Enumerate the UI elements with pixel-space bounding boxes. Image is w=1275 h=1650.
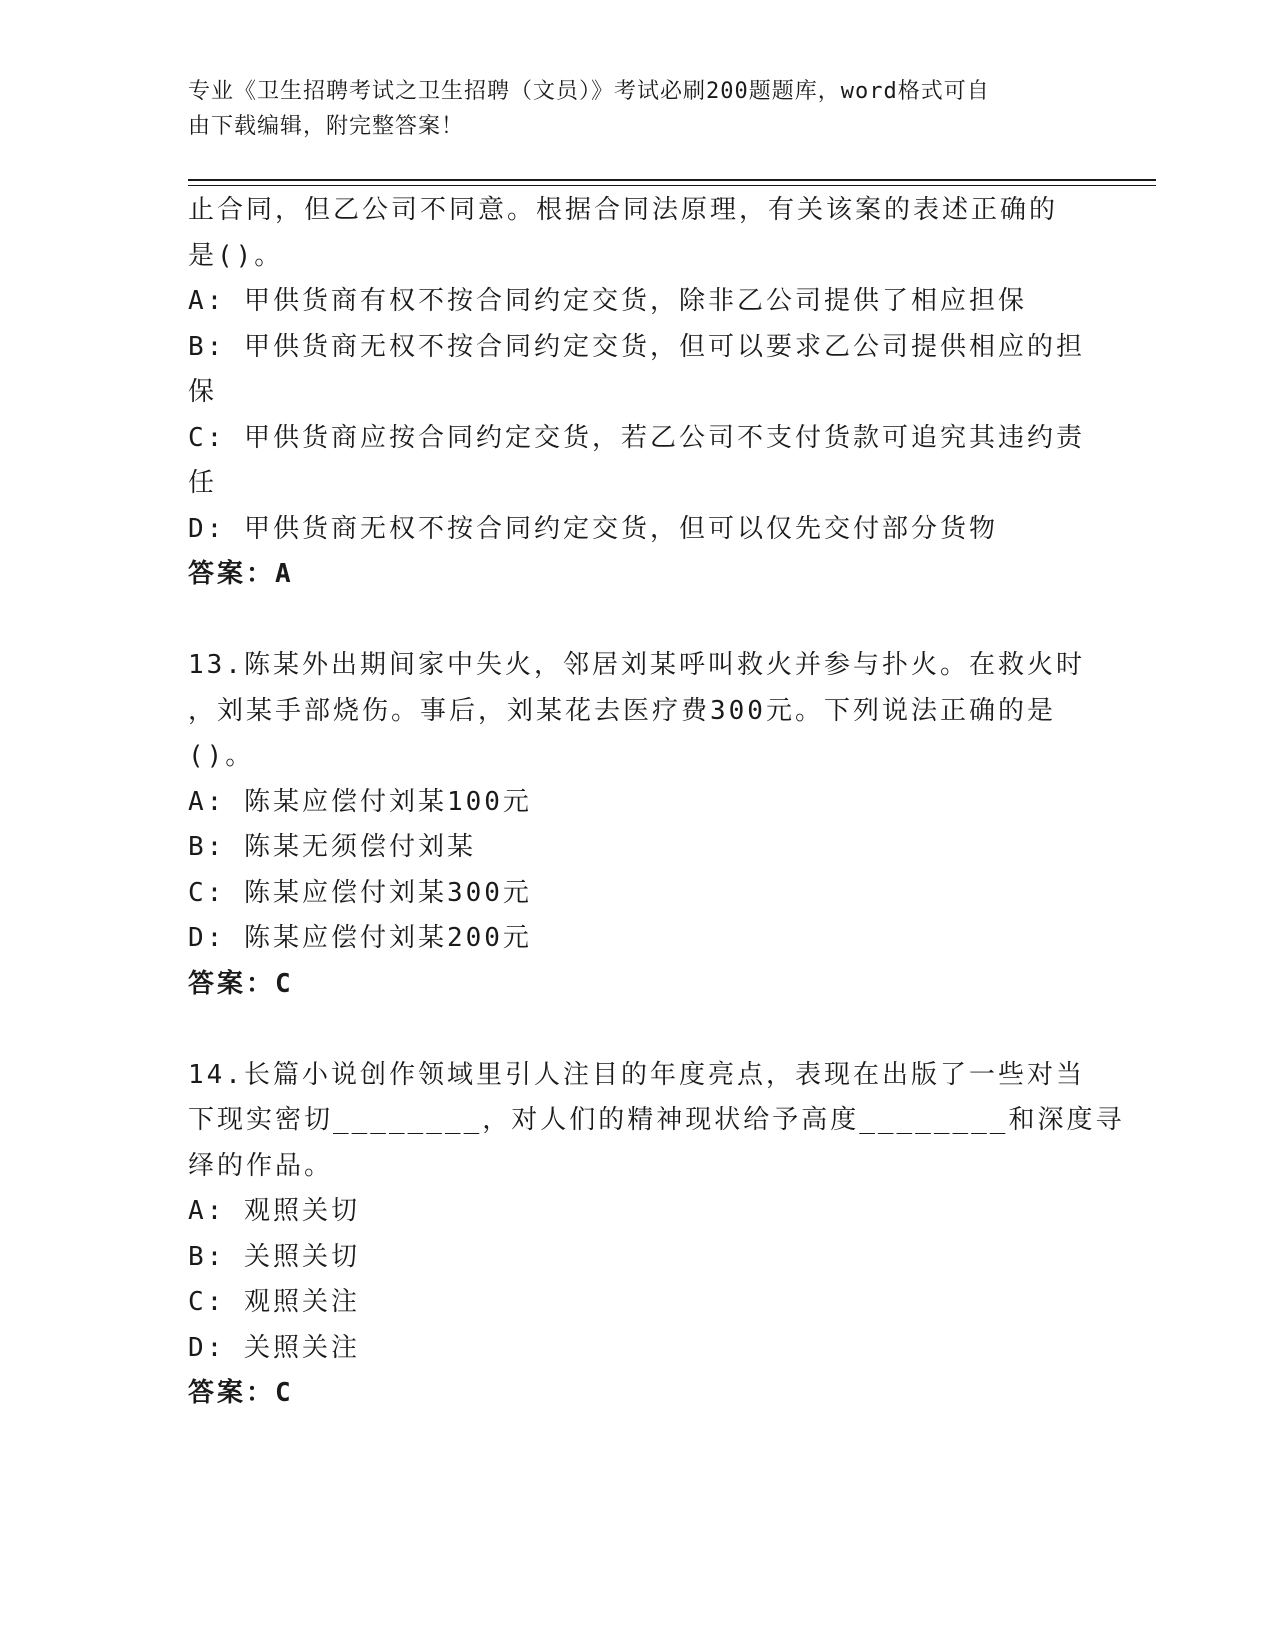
answer-label: 答案：C [188, 1378, 294, 1408]
question-block-13 [188, 643, 1088, 1007]
option-a: A: 观照关切 [188, 1196, 360, 1226]
header-title-line-1: 专业《卫生招聘考试之卫生招聘（文员）》考试必刷200题题库，word格式可自 [188, 79, 990, 104]
document-body [188, 188, 1125, 1417]
option-c: C: 观照关注 [188, 1287, 360, 1317]
option-a: A: 陈某应偿付刘某100元 [188, 786, 532, 817]
header-title-line-2: 由下载编辑，附完整答案！ [188, 114, 465, 139]
spacer [188, 598, 1088, 644]
question-block-12 [188, 188, 1088, 598]
question-stem-line: ()。 [188, 741, 255, 771]
option-b: B: 陈某无须偿付刘某 [188, 832, 476, 862]
question-stem-line: 是()。 [188, 240, 284, 271]
question-stem-line: 14.长篇小说创作领域里引人注目的年度亮点，表现在出版了一些对当 [188, 1059, 1085, 1090]
document-header [188, 74, 1068, 144]
option-b: B: 甲供货商无权不按合同约定交货，但可以要求乙公司提供相应的担 [188, 331, 1085, 362]
question-stem-line: 绎的作品。 [188, 1150, 334, 1181]
option-b: B: 关照关切 [188, 1241, 360, 1272]
question-stem-line: 下现实密切________，对人们的精神现状给予高度________和深度寻 [188, 1105, 1125, 1135]
option-c: C: 陈某应偿付刘某300元 [188, 877, 532, 908]
option-c-continued: 任 [188, 468, 218, 498]
option-d: D: 陈某应偿付刘某200元 [188, 923, 532, 953]
option-d: D: 甲供货商无权不按合同约定交货，但可以仅先交付部分货物 [188, 513, 998, 544]
option-a: A: 甲供货商有权不按合同约定交货，除非乙公司提供了相应担保 [188, 286, 1027, 316]
option-d: D: 关照关注 [188, 1332, 360, 1363]
option-c: C: 甲供货商应按合同约定交货，若乙公司不支付货款可追究其违约责 [188, 422, 1085, 453]
question-stem-line: 13.陈某外出期间家中失火，邻居刘某呼叫救火并参与扑火。在救火时 [188, 650, 1085, 680]
option-b-continued: 保 [188, 377, 218, 407]
question-stem-line: 止合同，但乙公司不同意。根据合同法原理，有关该案的表述正确的 [188, 195, 1059, 225]
answer-label: 答案：C [188, 968, 294, 999]
header-divider-thick [188, 179, 1156, 181]
question-block-14 [188, 1053, 1125, 1417]
header-divider-thin [188, 185, 1156, 186]
question-stem-line: ，刘某手部烧伤。事后，刘某花去医疗费300元。下列说法正确的是 [188, 695, 1056, 726]
answer-label: 答案：A [188, 559, 294, 589]
spacer [188, 1007, 1088, 1053]
